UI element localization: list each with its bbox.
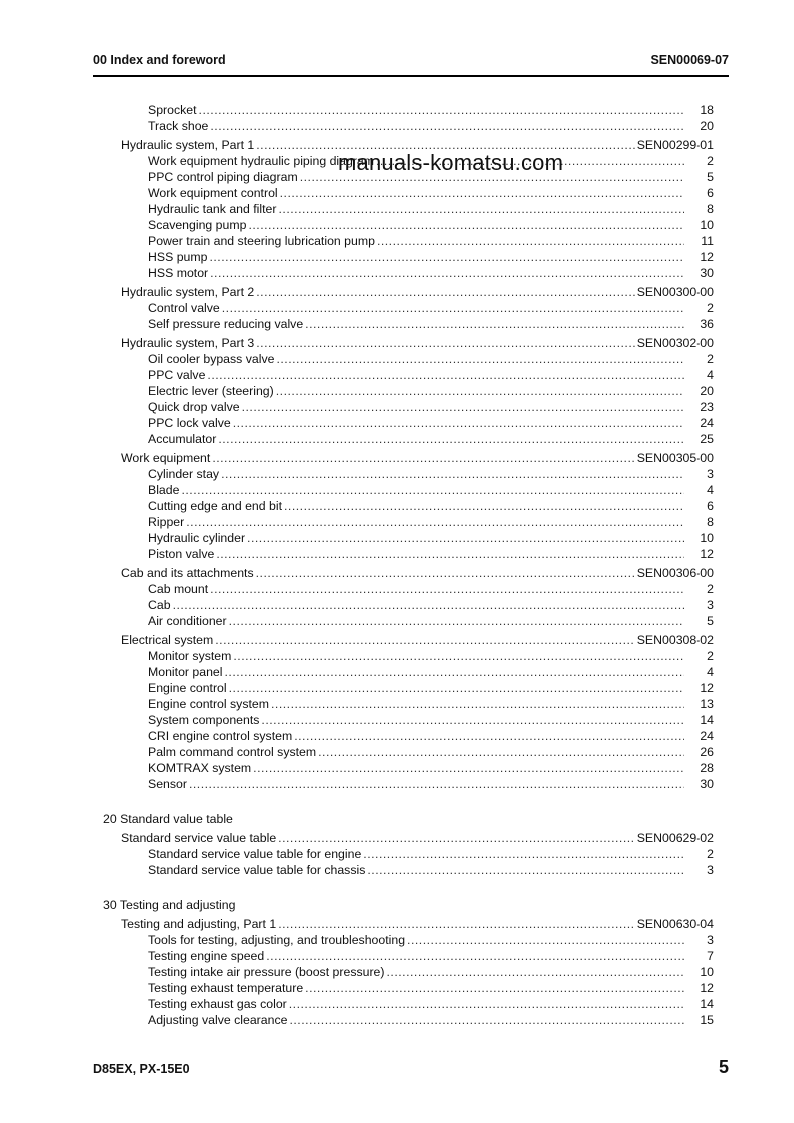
toc-label: Tools for testing, adjusting, and troubleshooting xyxy=(148,933,406,947)
dot-leader xyxy=(199,102,684,118)
toc-label: PPC lock valve xyxy=(148,416,231,430)
toc-label: Cab and its attachments xyxy=(121,566,254,580)
dot-leader xyxy=(233,648,684,664)
toc-section-heading xyxy=(103,897,714,913)
toc-entry[interactable] xyxy=(103,351,714,367)
toc-label: Hydraulic system, Part 1 xyxy=(121,138,255,152)
toc-label: Testing intake air pressure (boost pressure) xyxy=(148,965,385,979)
toc-label: Track shoe xyxy=(148,119,209,133)
toc-entry[interactable] xyxy=(103,265,714,281)
toc-label: Quick drop valve xyxy=(148,400,240,414)
dot-leader xyxy=(367,862,684,878)
dot-leader xyxy=(289,1012,684,1028)
dot-leader xyxy=(407,932,684,948)
toc-label: Electric lever (steering) xyxy=(148,384,274,398)
toc-page-number: 15 xyxy=(700,1013,714,1027)
dot-leader xyxy=(278,830,635,846)
dot-leader xyxy=(284,498,684,514)
toc-label: Hydraulic cylinder xyxy=(148,531,246,545)
toc-entry[interactable] xyxy=(103,201,714,217)
toc-label: Cab mount xyxy=(148,582,209,596)
toc-label: Blade xyxy=(148,483,180,497)
toc-document-code: SEN00308-02 xyxy=(636,633,714,647)
toc-page-number: 10 xyxy=(700,965,714,979)
dot-leader xyxy=(210,581,684,597)
toc-label: Ripper xyxy=(148,515,185,529)
dot-leader xyxy=(212,450,634,466)
dot-leader xyxy=(256,565,635,581)
dot-leader xyxy=(318,744,684,760)
toc-page-number: 6 xyxy=(707,499,714,513)
toc-page-number: 2 xyxy=(707,154,714,168)
toc-entry[interactable] xyxy=(103,514,714,530)
dot-leader xyxy=(222,300,684,316)
toc-label: 30 Testing and adjusting xyxy=(103,898,236,912)
toc-page-number: 24 xyxy=(700,729,714,743)
toc-document-code: SEN00302-00 xyxy=(636,336,714,350)
toc-page-number: 24 xyxy=(700,416,714,430)
toc-page-number: 3 xyxy=(707,598,714,612)
toc-page-number: 10 xyxy=(700,531,714,545)
toc-page-number: 14 xyxy=(700,997,714,1011)
dot-leader xyxy=(256,335,634,351)
toc-entry[interactable] xyxy=(103,932,714,948)
dot-leader xyxy=(210,265,684,281)
toc-entry[interactable] xyxy=(103,964,714,980)
toc-page-number: 23 xyxy=(700,400,714,414)
toc-label: Hydraulic system, Part 2 xyxy=(121,285,255,299)
toc-entry[interactable] xyxy=(103,118,714,134)
dot-leader xyxy=(276,383,684,399)
toc-entry[interactable] xyxy=(103,980,714,996)
toc-label: Cab xyxy=(148,598,171,612)
dot-leader xyxy=(253,760,684,776)
toc-entry[interactable] xyxy=(103,546,714,562)
toc-page-number: 3 xyxy=(707,467,714,481)
toc-page-number: 8 xyxy=(707,515,714,529)
toc-page-number: 2 xyxy=(707,352,714,366)
toc-page-number: 5 xyxy=(707,170,714,184)
header-rule xyxy=(93,75,729,77)
dot-leader xyxy=(218,431,684,447)
dot-leader xyxy=(294,728,684,744)
toc-page-number: 4 xyxy=(707,368,714,382)
toc-page-number: 3 xyxy=(707,863,714,877)
toc-label: Engine control system xyxy=(148,697,269,711)
toc-entry[interactable] xyxy=(103,597,714,613)
toc-entry[interactable] xyxy=(103,948,714,964)
dot-leader xyxy=(233,415,684,431)
toc-entry[interactable] xyxy=(103,249,714,265)
dot-leader xyxy=(210,118,684,134)
toc-entry[interactable] xyxy=(103,712,714,728)
toc-page-number: 28 xyxy=(700,761,714,775)
toc-page-number: 2 xyxy=(707,649,714,663)
toc-document-code: SEN00300-00 xyxy=(636,285,714,299)
toc-label: 20 Standard value table xyxy=(103,812,233,826)
toc-label: HSS pump xyxy=(148,250,208,264)
dot-leader xyxy=(386,964,684,980)
toc-label: Electrical system xyxy=(121,633,214,647)
toc-entry[interactable] xyxy=(103,466,714,482)
toc-entry[interactable] xyxy=(103,102,714,118)
toc-label: Testing exhaust temperature xyxy=(148,981,304,995)
dot-leader xyxy=(305,316,684,332)
toc-page-number: 10 xyxy=(700,218,714,232)
toc-page-number: 5 xyxy=(707,614,714,628)
toc-entry[interactable] xyxy=(103,862,714,878)
toc-entry[interactable] xyxy=(103,530,714,546)
dot-leader xyxy=(225,664,684,680)
toc-entry[interactable] xyxy=(103,664,714,680)
toc-entry[interactable] xyxy=(103,185,714,201)
dot-leader xyxy=(278,916,635,932)
toc-label: Sensor xyxy=(148,777,187,791)
toc-page-number: 20 xyxy=(700,384,714,398)
toc-label: Testing and adjusting, Part 1 xyxy=(121,917,277,931)
toc-document-code: SEN00306-00 xyxy=(636,566,714,580)
dot-leader xyxy=(181,482,684,498)
toc-label: Work equipment control xyxy=(148,186,278,200)
toc-label: Hydraulic tank and filter xyxy=(148,202,277,216)
dot-leader xyxy=(207,367,684,383)
toc-page-number: 6 xyxy=(707,186,714,200)
toc-page-number: 14 xyxy=(700,713,714,727)
dot-leader xyxy=(248,217,684,233)
dot-leader xyxy=(209,249,684,265)
toc-label: Cylinder stay xyxy=(148,467,220,481)
toc-page-number: 13 xyxy=(700,697,714,711)
toc-label: Scavenging pump xyxy=(148,218,247,232)
toc-page-number: 12 xyxy=(700,981,714,995)
toc-chapter-entry[interactable] xyxy=(103,632,714,648)
toc-label: Oil cooler bypass valve xyxy=(148,352,275,366)
dot-leader xyxy=(305,980,684,996)
toc-label: Testing exhaust gas color xyxy=(148,997,287,1011)
toc-page-number: 36 xyxy=(700,317,714,331)
toc-document-code: SEN00305-00 xyxy=(636,451,714,465)
toc-label: Sprocket xyxy=(148,103,197,117)
toc-entry[interactable] xyxy=(103,399,714,415)
dot-leader xyxy=(279,201,685,217)
toc-entry[interactable] xyxy=(103,581,714,597)
dot-leader xyxy=(271,696,684,712)
toc-entry[interactable] xyxy=(103,367,714,383)
toc-chapter-entry[interactable] xyxy=(103,450,714,466)
dot-leader xyxy=(256,284,634,300)
dot-leader xyxy=(377,233,684,249)
toc-page-number: 11 xyxy=(701,234,714,248)
document-code: SEN00069-07 xyxy=(650,53,729,67)
dot-leader xyxy=(280,185,684,201)
toc-page-number: 7 xyxy=(707,949,714,963)
toc-entry[interactable] xyxy=(103,613,714,629)
toc-label: Work equipment hydraulic piping diagram xyxy=(148,154,375,168)
dot-leader xyxy=(247,530,684,546)
toc-entry[interactable] xyxy=(103,996,714,1012)
toc-entry[interactable] xyxy=(103,498,714,514)
toc-page-number: 25 xyxy=(700,432,714,446)
toc-label: Power train and steering lubrication pump xyxy=(148,234,375,248)
dot-leader xyxy=(216,546,684,562)
toc-entry[interactable] xyxy=(103,431,714,447)
toc-page-number: 2 xyxy=(707,301,714,315)
toc-label: Piston valve xyxy=(148,547,215,561)
toc-label: CRI engine control system xyxy=(148,729,293,743)
toc-label: Air conditioner xyxy=(148,614,227,628)
dot-leader xyxy=(276,351,684,367)
dot-leader xyxy=(186,514,684,530)
toc-label: Cutting edge and end bit xyxy=(148,499,283,513)
toc-page-number: 12 xyxy=(700,547,714,561)
toc-label: Standard service value table for chassis xyxy=(148,863,366,877)
toc-chapter-entry[interactable] xyxy=(103,916,714,932)
toc-document-code: SEN00299-01 xyxy=(636,138,714,152)
toc-page-number: 3 xyxy=(707,933,714,947)
toc-page-number: 8 xyxy=(707,202,714,216)
toc-entry[interactable] xyxy=(103,680,714,696)
toc-entry[interactable] xyxy=(103,728,714,744)
toc-page-number: 4 xyxy=(707,483,714,497)
toc-chapter-entry[interactable] xyxy=(103,830,714,846)
toc-label: KOMTRAX system xyxy=(148,761,252,775)
section-title: 00 Index and foreword xyxy=(93,53,226,67)
toc-label: Control valve xyxy=(148,301,220,315)
toc-page-number: 30 xyxy=(700,266,714,280)
toc-label: PPC valve xyxy=(148,368,206,382)
toc-document-code: SEN00629-02 xyxy=(636,831,714,845)
toc-label: Standard service value table xyxy=(121,831,277,845)
toc-label: Engine control xyxy=(148,681,227,695)
watermark: manuals-komatsu.com xyxy=(338,150,564,175)
toc-page-number: 4 xyxy=(707,665,714,679)
toc-document-code: SEN00630-04 xyxy=(636,917,714,931)
dot-leader xyxy=(363,846,684,862)
toc-entry[interactable] xyxy=(103,776,714,792)
toc-label: Standard service value table for engine xyxy=(148,847,362,861)
toc-label: Accumulator xyxy=(148,432,217,446)
toc-section-heading xyxy=(103,811,714,827)
toc-label: Self pressure reducing valve xyxy=(148,317,304,331)
toc-label: Monitor panel xyxy=(148,665,223,679)
dot-leader xyxy=(229,680,684,696)
toc-label: Hydraulic system, Part 3 xyxy=(121,336,255,350)
toc-entry[interactable] xyxy=(103,760,714,776)
toc-page-number: 2 xyxy=(707,582,714,596)
toc-entry[interactable] xyxy=(103,1012,714,1028)
dot-leader xyxy=(229,613,684,629)
toc-page-number: 2 xyxy=(707,847,714,861)
toc-page-number: 30 xyxy=(700,777,714,791)
toc-entry[interactable] xyxy=(103,482,714,498)
toc-label: Palm command control system xyxy=(148,745,317,759)
dot-leader xyxy=(289,996,684,1012)
toc-label: Adjusting valve clearance xyxy=(148,1013,288,1027)
dot-leader xyxy=(266,948,684,964)
dot-leader xyxy=(173,597,684,613)
toc-page-number: 12 xyxy=(700,681,714,695)
toc-entry[interactable] xyxy=(103,744,714,760)
dot-leader xyxy=(189,776,684,792)
toc-label: PPC control piping diagram xyxy=(148,170,298,184)
page-number: 5 xyxy=(718,1057,729,1077)
dot-leader xyxy=(215,632,634,648)
toc-chapter-entry[interactable] xyxy=(103,565,714,581)
toc-page-number: 20 xyxy=(700,119,714,133)
toc-chapter-entry[interactable] xyxy=(103,335,714,351)
toc-entry[interactable] xyxy=(103,217,714,233)
toc-label: Work equipment xyxy=(121,451,211,465)
toc-entry[interactable] xyxy=(103,415,714,431)
toc-label: Testing engine speed xyxy=(148,949,265,963)
toc-entry[interactable] xyxy=(103,846,714,862)
footer-model: D85EX, PX-15E0 xyxy=(93,1062,190,1076)
toc-label: System components xyxy=(148,713,260,727)
toc-entry[interactable] xyxy=(103,300,714,316)
toc-page-number: 18 xyxy=(700,103,714,117)
dot-leader xyxy=(242,399,684,415)
toc-entry[interactable] xyxy=(103,383,714,399)
dot-leader xyxy=(221,466,684,482)
toc-page-number: 12 xyxy=(700,250,714,264)
toc-label: HSS motor xyxy=(148,266,209,280)
toc-label: Monitor system xyxy=(148,649,232,663)
toc-entry[interactable] xyxy=(103,696,714,712)
toc-page-number: 26 xyxy=(700,745,714,759)
dot-leader xyxy=(261,712,684,728)
toc-entry[interactable] xyxy=(103,648,714,664)
toc-entry[interactable] xyxy=(103,233,714,249)
page-header xyxy=(93,53,729,73)
table-of-contents xyxy=(103,102,714,1028)
toc-chapter-entry[interactable] xyxy=(103,284,714,300)
toc-entry[interactable] xyxy=(103,316,714,332)
